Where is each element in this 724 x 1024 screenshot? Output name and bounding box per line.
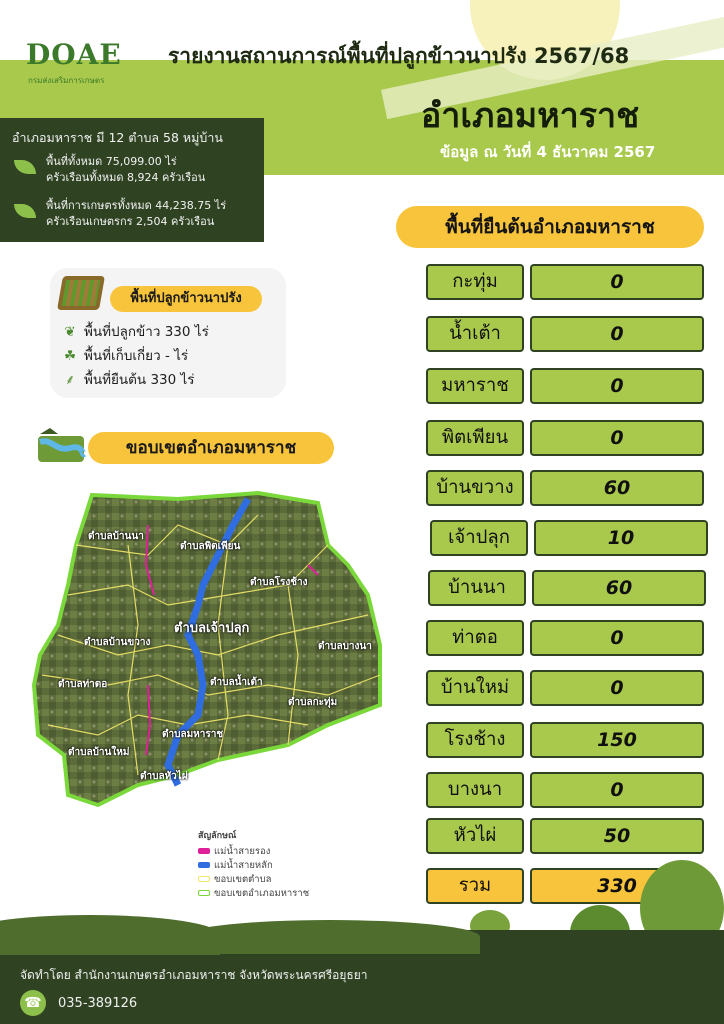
map-label: ตำบลบ้านใหม่ xyxy=(68,747,130,758)
palm-icon: ⸙ xyxy=(64,372,76,388)
phone-number[interactable]: 035-389126 xyxy=(58,996,138,1011)
subdistrict-value: 0 xyxy=(530,772,704,808)
river-landscape-icon xyxy=(36,428,86,464)
legend-label: ขอบเขตตำบล xyxy=(214,873,272,885)
district-map xyxy=(28,485,388,815)
standing-row xyxy=(60,368,195,390)
map-label: ตำบลบ้านนา xyxy=(88,531,144,542)
report-date: ข้อมูล ณ วันที่ 4 ธันวาคม 2567 xyxy=(440,143,656,161)
info-heading: อำเภอมหาราช มี 12 ตำบล 58 หมู่บ้าน xyxy=(12,130,223,145)
subdistrict-name: มหาราช xyxy=(426,368,524,404)
subdistrict-value: 0 xyxy=(530,264,704,300)
subdistrict-value: 50 xyxy=(530,818,704,854)
map-label: ตำบลพิตเพียน xyxy=(180,541,241,552)
standing-text: พื้นที่ยืนต้น 330 ไร่ xyxy=(84,372,195,388)
subdistrict-value: 0 xyxy=(530,368,704,404)
map-label: ตำบลบางนา xyxy=(318,641,372,652)
subdistrict-name: โรงช้าง xyxy=(426,722,524,758)
map-label: ตำบลเจ้าปลุก xyxy=(174,621,250,636)
subdistrict-name: บางนา xyxy=(426,772,524,808)
leaf-icon xyxy=(14,204,36,218)
legend-item xyxy=(198,872,388,886)
boundary-title: ขอบเขตอำเภอมหาราช xyxy=(88,432,334,464)
subdistrict-value: 10 xyxy=(534,520,708,556)
farm-households-text: ครัวเรือนเกษตรกร 2,504 ครัวเรือน xyxy=(46,215,215,228)
total-area-text: พื้นที่ทั้งหมด 75,099.00 ไร่ xyxy=(46,155,177,168)
map-label: ตำบลท่าตอ xyxy=(58,679,108,690)
legend-label: ขอบเขตอำเภอมหาราช xyxy=(214,887,310,899)
subdistrict-name: น้ำเต้า xyxy=(426,316,524,352)
panel-title: พื้นที่ยืนต้นอำเภอมหาราช xyxy=(396,206,704,248)
legend-label: แม่น้ำสายหลัก xyxy=(214,859,273,871)
phone-icon: ☎ xyxy=(20,990,46,1016)
footer-credit: จัดทำโดย สำนักงานเกษตรอำเภอมหาราช จังหวัดพระนครศรีอยุธยา xyxy=(20,968,368,982)
subdistrict-name: บ้านนา xyxy=(428,570,526,606)
subdistrict-name: ท่าตอ xyxy=(426,620,524,656)
farm-info-row xyxy=(14,198,259,232)
district-boundary-swatch xyxy=(198,890,210,896)
subdistrict-value: 150 xyxy=(530,722,704,758)
district-title: อำเภอมหาราช xyxy=(420,96,640,136)
legend-item xyxy=(198,844,388,858)
subdistrict-value: 0 xyxy=(530,620,704,656)
map-label: ตำบลมหาราช xyxy=(162,729,224,740)
map-label: ตำบลบ้านขวาง xyxy=(84,637,151,648)
map-legend xyxy=(198,828,388,900)
area-info-row xyxy=(14,154,259,188)
subdistrict-boundary-swatch xyxy=(198,876,210,882)
legend-item xyxy=(198,858,388,872)
legend-label: แม่น้ำสายรอง xyxy=(214,845,271,857)
map-label: ตำบลหัวไผ่ xyxy=(140,771,188,782)
subdistrict-name: พิตเพียน xyxy=(426,420,524,456)
farm-area-text: พื้นที่การเกษตรทั้งหมด 44,238.75 ไร่ xyxy=(46,199,227,212)
plant-icon: ☘ xyxy=(63,348,77,364)
rice-grain-icon: ❦ xyxy=(64,324,76,340)
subdistrict-name: บ้านขวาง xyxy=(426,470,524,506)
leaf-icon xyxy=(14,160,36,174)
subdistrict-value: 0 xyxy=(530,670,704,706)
map-label: ตำบลโรงช้าง xyxy=(250,577,308,588)
subdistrict-value: 0 xyxy=(530,420,704,456)
main-river-swatch xyxy=(198,862,210,868)
logo-subtitle: กรมส่งเสริมการเกษตร xyxy=(28,76,105,85)
total-value: 330 xyxy=(530,868,704,904)
district-info-box xyxy=(0,118,264,242)
total-households-text: ครัวเรือนทั้งหมด 8,924 ครัวเรือน xyxy=(46,171,206,184)
planted-text: พื้นที่ปลูกข้าว 330 ไร่ xyxy=(84,324,209,340)
legend-item xyxy=(198,886,388,900)
hill-decoration xyxy=(180,920,480,954)
rice-field-icon xyxy=(57,276,105,310)
subdistrict-name: บ้านใหม่ xyxy=(426,670,524,706)
subdistrict-value: 0 xyxy=(530,316,704,352)
rice-area-box xyxy=(50,268,286,398)
minor-river-swatch xyxy=(198,848,210,854)
logo-text: DOAE xyxy=(26,38,122,71)
harvested-row xyxy=(60,344,188,366)
legend-title: สัญลักษณ์ xyxy=(198,831,237,841)
subdistrict-name: กะทุ่ม xyxy=(426,264,524,300)
map-label: ตำบลกะทุ่ม xyxy=(288,697,338,708)
doae-logo xyxy=(18,38,148,90)
planted-row xyxy=(60,320,209,342)
report-title: รายงานสถานการณ์พื้นที่ปลูกข้าวนาปรัง 2567/68 xyxy=(168,44,630,68)
rice-area-title: พื้นที่ปลูกข้าวนาปรัง xyxy=(110,286,262,312)
subdistrict-name: หัวไผ่ xyxy=(426,818,524,854)
total-label: รวม xyxy=(426,868,524,904)
subdistrict-value: 60 xyxy=(530,470,704,506)
subdistrict-name: เจ้าปลุก xyxy=(430,520,528,556)
harvested-text: พื้นที่เก็บเกี่ยว - ไร่ xyxy=(84,348,189,364)
subdistrict-value: 60 xyxy=(532,570,706,606)
map-label: ตำบลน้ำเต้า xyxy=(210,677,263,688)
